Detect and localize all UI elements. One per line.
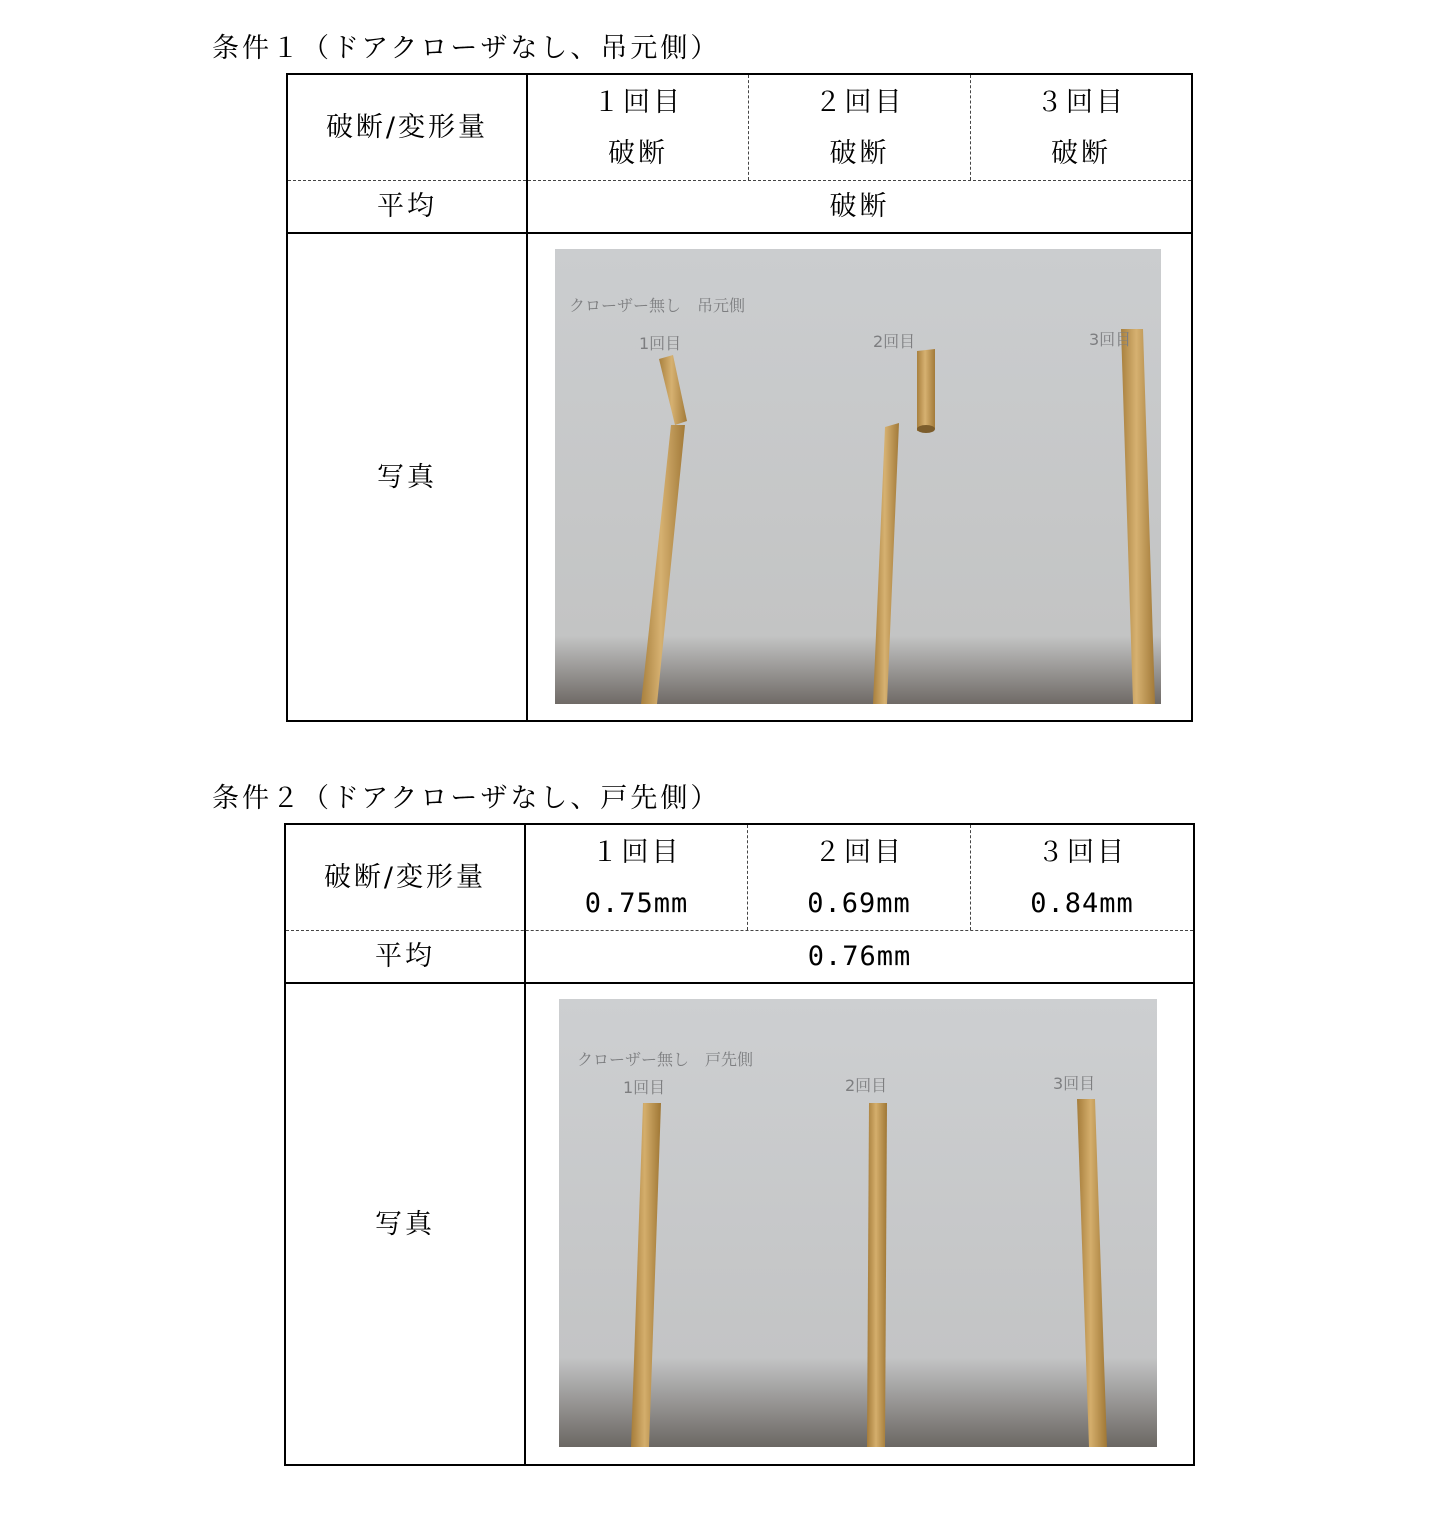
- trial-1-value: 破断: [608, 137, 668, 169]
- trial-1-cell: [526, 825, 747, 930]
- photo-caption: [569, 296, 745, 315]
- average-label-cell: [288, 181, 526, 232]
- condition-2-heading: 条件２（ドアクローザなし、戸先側）: [212, 783, 721, 814]
- photo-condition-1: [555, 249, 1161, 704]
- photo-label-cell: [288, 234, 526, 720]
- condition-2-table: [284, 823, 1195, 1466]
- trial-3-cell: [971, 75, 1191, 180]
- photo-label: 写真: [375, 1208, 435, 1240]
- trial-1-value: 0.75mm: [584, 887, 689, 919]
- trial-2-label: ２回目: [814, 86, 905, 118]
- photo-label-cell: [286, 984, 524, 1464]
- photo-caption: クローザー無し 戸先側: [577, 1050, 754, 1069]
- average-label: 平均: [377, 191, 437, 222]
- trial-3-value: 破断: [1051, 137, 1111, 169]
- photo-label: 写真: [377, 461, 437, 493]
- condition-1-heading: 条件１（ドアクローザなし、吊元側）: [212, 33, 721, 64]
- trial-1-cell: [528, 75, 748, 180]
- trial-3-label: ３回目: [1037, 836, 1127, 868]
- trial-2-cell: [748, 825, 970, 930]
- trial-3-cell: [971, 825, 1193, 930]
- average-value: 破断: [829, 191, 890, 222]
- average-value-cell: [526, 931, 1193, 982]
- average-value-cell: [528, 181, 1191, 232]
- average-label: 平均: [375, 941, 435, 972]
- photo-trial-3-label: 3回目: [1053, 1074, 1096, 1093]
- trial-2-label: ２回目: [814, 836, 904, 868]
- condition-1-table: [286, 73, 1193, 722]
- row-label: 破断/変形量: [325, 112, 489, 143]
- row-label-cell: [288, 75, 526, 180]
- trial-2-value: 0.69mm: [807, 887, 911, 919]
- photo-trial-1-label: 1回目: [639, 334, 682, 353]
- photo-trial-2-label: 2回目: [845, 1076, 888, 1095]
- row-label: 破断/変形量: [323, 862, 487, 893]
- trial-3-value: 0.84mm: [1030, 887, 1134, 919]
- photo-condition-2: [559, 999, 1157, 1447]
- average-value: 0.76mm: [807, 941, 912, 972]
- trial-2-value: 破断: [829, 137, 890, 169]
- trial-1-label: １回目: [593, 86, 683, 118]
- svg-text:クローザー無し 吊元側: クローザー無し 吊元側: [569, 296, 746, 315]
- photo-trial-1-label: 1回目: [623, 1078, 666, 1097]
- photo-trial-2-label: 2回目: [873, 332, 916, 351]
- trial-2-cell: [749, 75, 970, 180]
- row-label-cell: [286, 825, 524, 930]
- photo-trial-3-label: 3回目: [1089, 330, 1132, 349]
- average-label-cell: [286, 931, 524, 982]
- trial-3-label: ３回目: [1036, 86, 1126, 118]
- trial-1-label: １回目: [591, 836, 682, 868]
